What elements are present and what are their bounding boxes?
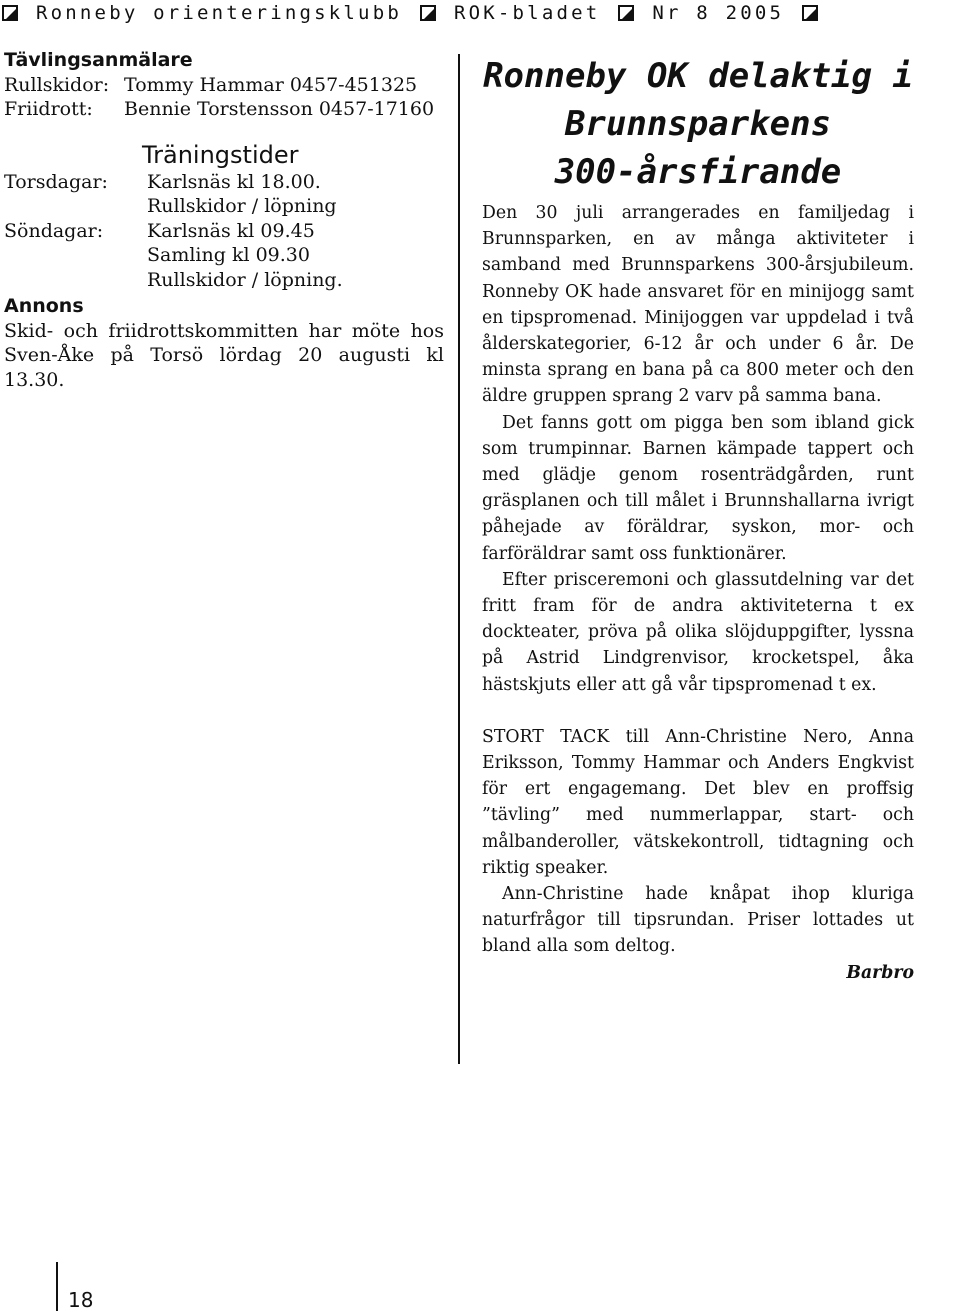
training-line: Karlsnäs kl 18.00. [147, 170, 321, 193]
training-heading: Träningstider [142, 140, 299, 169]
article-signature: Barbro [846, 962, 914, 983]
contact-value: Bennie Torstensson 0457-17160 [124, 98, 435, 120]
title-line: Ronneby OK delaktig i [483, 56, 913, 96]
title-line: 300-årsfirande [554, 152, 842, 192]
title-line: Brunnsparkens [564, 104, 832, 144]
page-number-rule [56, 1262, 58, 1311]
training-line: Samling kl 09.30 [147, 244, 310, 266]
training-line: Rullskidor / löpning. [147, 268, 343, 291]
annons-heading: Annons [4, 295, 84, 317]
column-divider [458, 54, 460, 1064]
page-number: 18 [68, 1288, 94, 1311]
contacts-heading: Tävlingsanmälare [4, 49, 193, 71]
header-paper: ROK-bladet [453, 2, 601, 24]
training-row [4, 219, 444, 244]
contact-label: Rullskidor: [4, 73, 110, 96]
contact-value: Tommy Hammar 0457-451325 [124, 73, 418, 96]
article-paragraph: Efter prisceremoni och glassutdelning var det fritt fram för de andra aktiviteterna t ex dockteater, pröva på olika slöjduppgifter, lyssna på Astrid Lindgrenvisor, krocketspel, åka hästskjuts eller att gå vår tipspromenad t ex. [482, 569, 914, 695]
article-paragraph: STORT TACK till Ann-Christine Nero, Anna Eriksson, Tommy Hammar och Anders Engkvist för ert engagemang. Det blev en proffsig ”tävling” med nummerlappar, start- och målbanderoller, vätskekontroll, tidtagning och riktig speaker. [482, 726, 914, 878]
square-bullet-icon [2, 5, 18, 21]
square-bullet-icon [802, 5, 818, 21]
header-issue: Nr 8 2005 [652, 2, 785, 24]
left-column [4, 48, 444, 392]
page-header [0, 0, 960, 26]
article-paragraph: Den 30 juli arrangerades en familjedag i Brunnsparken, en av många aktiviteter i samband med Brunnsparkens 300-årsjubileum. Ronneby OK hade ansvaret för en minijogg samt en tipspromenad. Minijoggen var uppdelad i två ålderskategorier, 6-12 år och under 6 år. De minsta sprang en bana på ca 800 meter och den äldre gruppen sprang 2 varv på samma bana. [482, 203, 914, 407]
square-bullet-icon [618, 5, 634, 21]
contact-row [4, 97, 444, 122]
annons-text: Skid- och friidrottskommitten har möte hos Sven-Åke på Torsö lördag 20 augusti kl 13.30. [4, 319, 444, 391]
training-line: Karlsnäs kl 09.45 [147, 219, 315, 242]
header-club: Ronneby orienteringsklubb [36, 2, 402, 24]
article [482, 52, 914, 986]
article-title [482, 52, 914, 196]
article-paragraph: Det fanns gott om pigga ben som ibland gick som trumpinnar. Barnen kämpade tappert och med glädje genom rosenträdgården, runt gräsplanen och till målet i Brunnshallarna ivrigt påhejade av föräldrar, syskon, mor- och farföräldrar samt oss funktionärer. [482, 412, 914, 564]
square-bullet-icon [420, 5, 436, 21]
article-paragraph: Ann-Christine hade knåpat ihop kluriga naturfrågor till tipsrundan. Priser lottades ut bland alla som deltog. [482, 884, 914, 957]
contact-label: Friidrott: [4, 98, 93, 120]
training-line: Rullskidor / löpning [147, 195, 337, 217]
training-label: Torsdagar: [4, 170, 108, 193]
training-row [4, 170, 444, 195]
training-label: Söndagar: [4, 219, 104, 242]
contact-row [4, 73, 444, 98]
